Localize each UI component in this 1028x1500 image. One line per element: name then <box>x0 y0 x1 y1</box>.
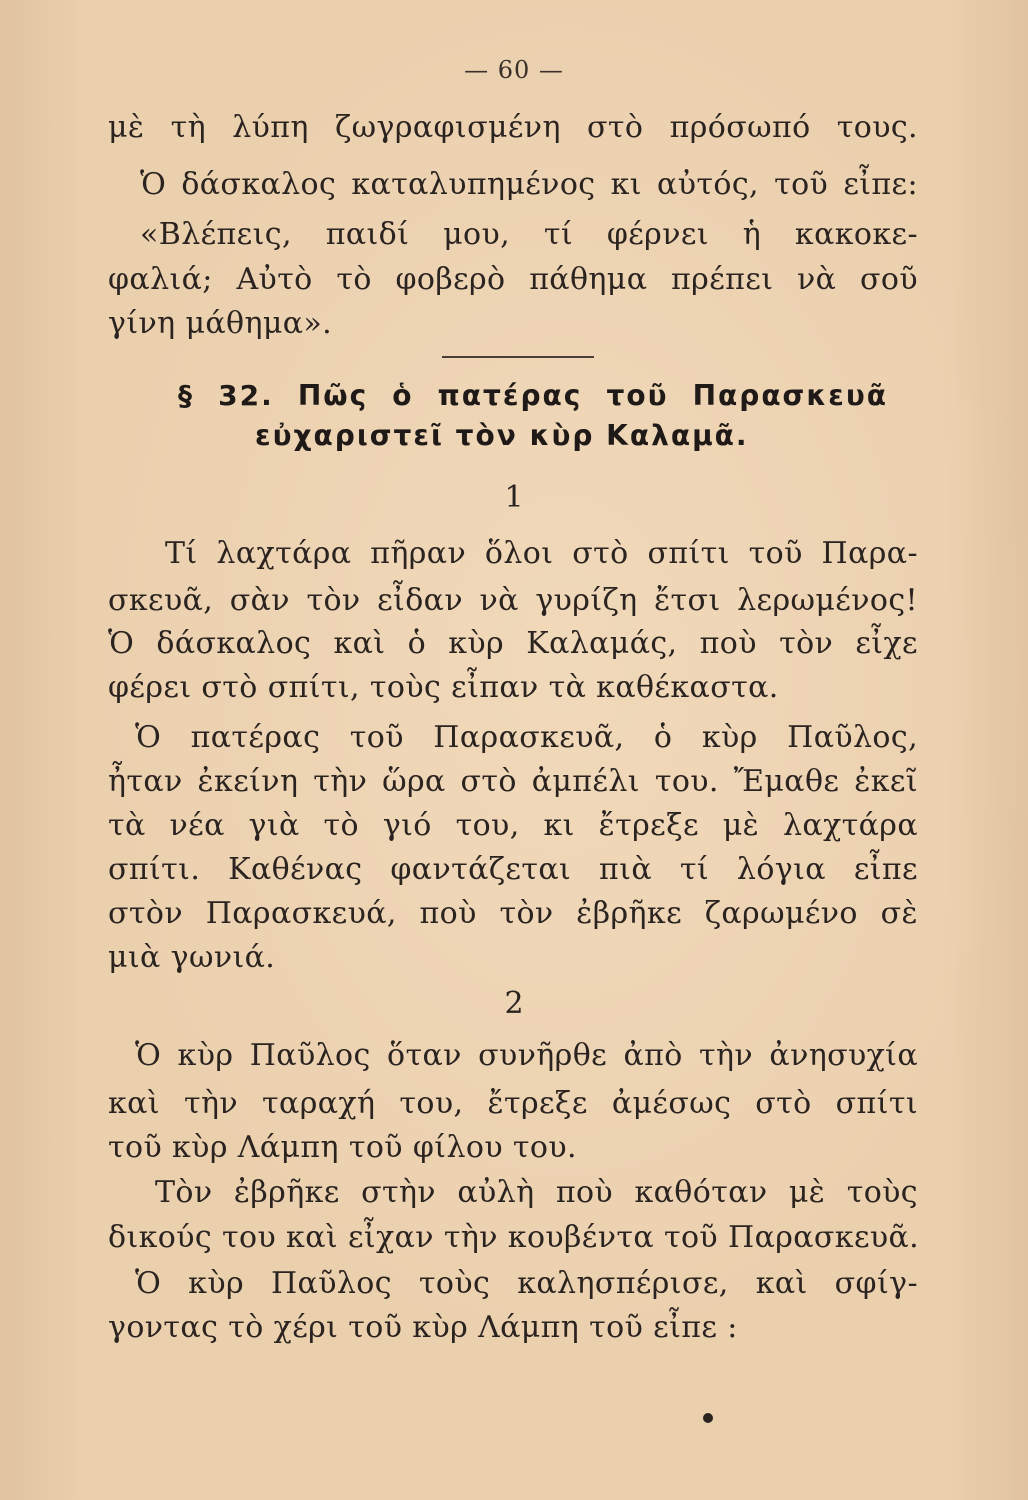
text-line: γίνη μάθημα». <box>108 306 333 341</box>
text-line: γοντας τὸ χέρι τοῦ κὺρ Λάμπη τοῦ εἶπε : <box>108 1310 738 1345</box>
text-line: Ὁ δάσκαλος καταλυπημένος κι αὐτός, τοῦ εἶπε: <box>140 167 918 202</box>
text-line: μιὰ γωνιά. <box>108 940 276 975</box>
section-heading-line: § 32. Πῶς ὁ πατέρας τοῦ Παρασκευᾶ <box>178 379 888 412</box>
text-line: σκευᾶ, σὰν τὸν εἶδαν νὰ γυρίζη ἔτσι λερωμένος! <box>108 583 918 618</box>
text-line: Ὁ δάσκαλος καὶ ὁ κὺρ Καλαμάς, ποὺ τὸν εἶχε <box>108 626 918 661</box>
ink-dot <box>703 1413 713 1423</box>
text-line: φαλιά; Αὐτὸ τὸ φοβερὸ πάθημα πρέπει νὰ σοῦ <box>108 262 918 297</box>
text-line: Τὸν ἐβρῆκε στὴν αὐλὴ ποὺ καθόταν μὲ τοὺς <box>155 1175 918 1210</box>
text-line: Ὁ κὺρ Παῦλος ὅταν συνῆρθε ἀπὸ τὴν ἀνησυχία <box>135 1038 918 1073</box>
text-line: Ὁ πατέρας τοῦ Παρασκευᾶ, ὁ κὺρ Παῦλος, <box>135 720 918 755</box>
text-line: τὰ νέα γιὰ τὸ γιό του, κι ἔτρεξε μὲ λαχτάρα <box>108 808 918 843</box>
text-line: δικούς του καὶ εἶχαν τὴν κουβέντα τοῦ Παρασκευᾶ. <box>108 1220 920 1255</box>
text-line: μὲ τὴ λύπη ζωγραφισμένη στὸ πρόσωπό τους. <box>108 110 918 145</box>
text-line: τοῦ κὺρ Λάμπη τοῦ φίλου του. <box>108 1130 577 1165</box>
text-line: φέρει στὸ σπίτι, τοὺς εἶπαν τὰ καθέκαστα. <box>108 670 779 705</box>
text-line: σπίτι. Καθένας φαντάζεται πιὰ τί λόγια εἶπε <box>108 852 918 887</box>
text-line: καὶ τὴν ταραχή του, ἔτρεξε ἀμέσως στὸ σπίτι <box>108 1086 918 1121</box>
section-heading-line: εὐχαριστεῖ τὸν κὺρ Καλαμᾶ. <box>255 419 749 452</box>
part-number: 1 <box>504 480 524 515</box>
text-line: Ὁ κὺρ Παῦλος τοὺς καλησπέρισε, καὶ σφίγ- <box>135 1266 918 1301</box>
section-divider <box>442 356 594 358</box>
text-line: στὸν Παρασκευά, ποὺ τὸν ἐβρῆκε ζαρωμένο σὲ <box>108 896 918 931</box>
part-number: 2 <box>504 986 524 1021</box>
text-line: ἦταν ἐκείνη τὴν ὥρα στὸ ἀμπέλι του. Ἔμαθε ἐκεῖ <box>108 764 918 799</box>
text-line: Τί λαχτάρα πῆραν ὅλοι στὸ σπίτι τοῦ Παρα- <box>165 536 918 571</box>
page-number: — 60 — <box>464 56 564 84</box>
text-line: «Βλέπεις, παιδί μου, τί φέρνει ἡ κακοκε- <box>140 217 918 252</box>
